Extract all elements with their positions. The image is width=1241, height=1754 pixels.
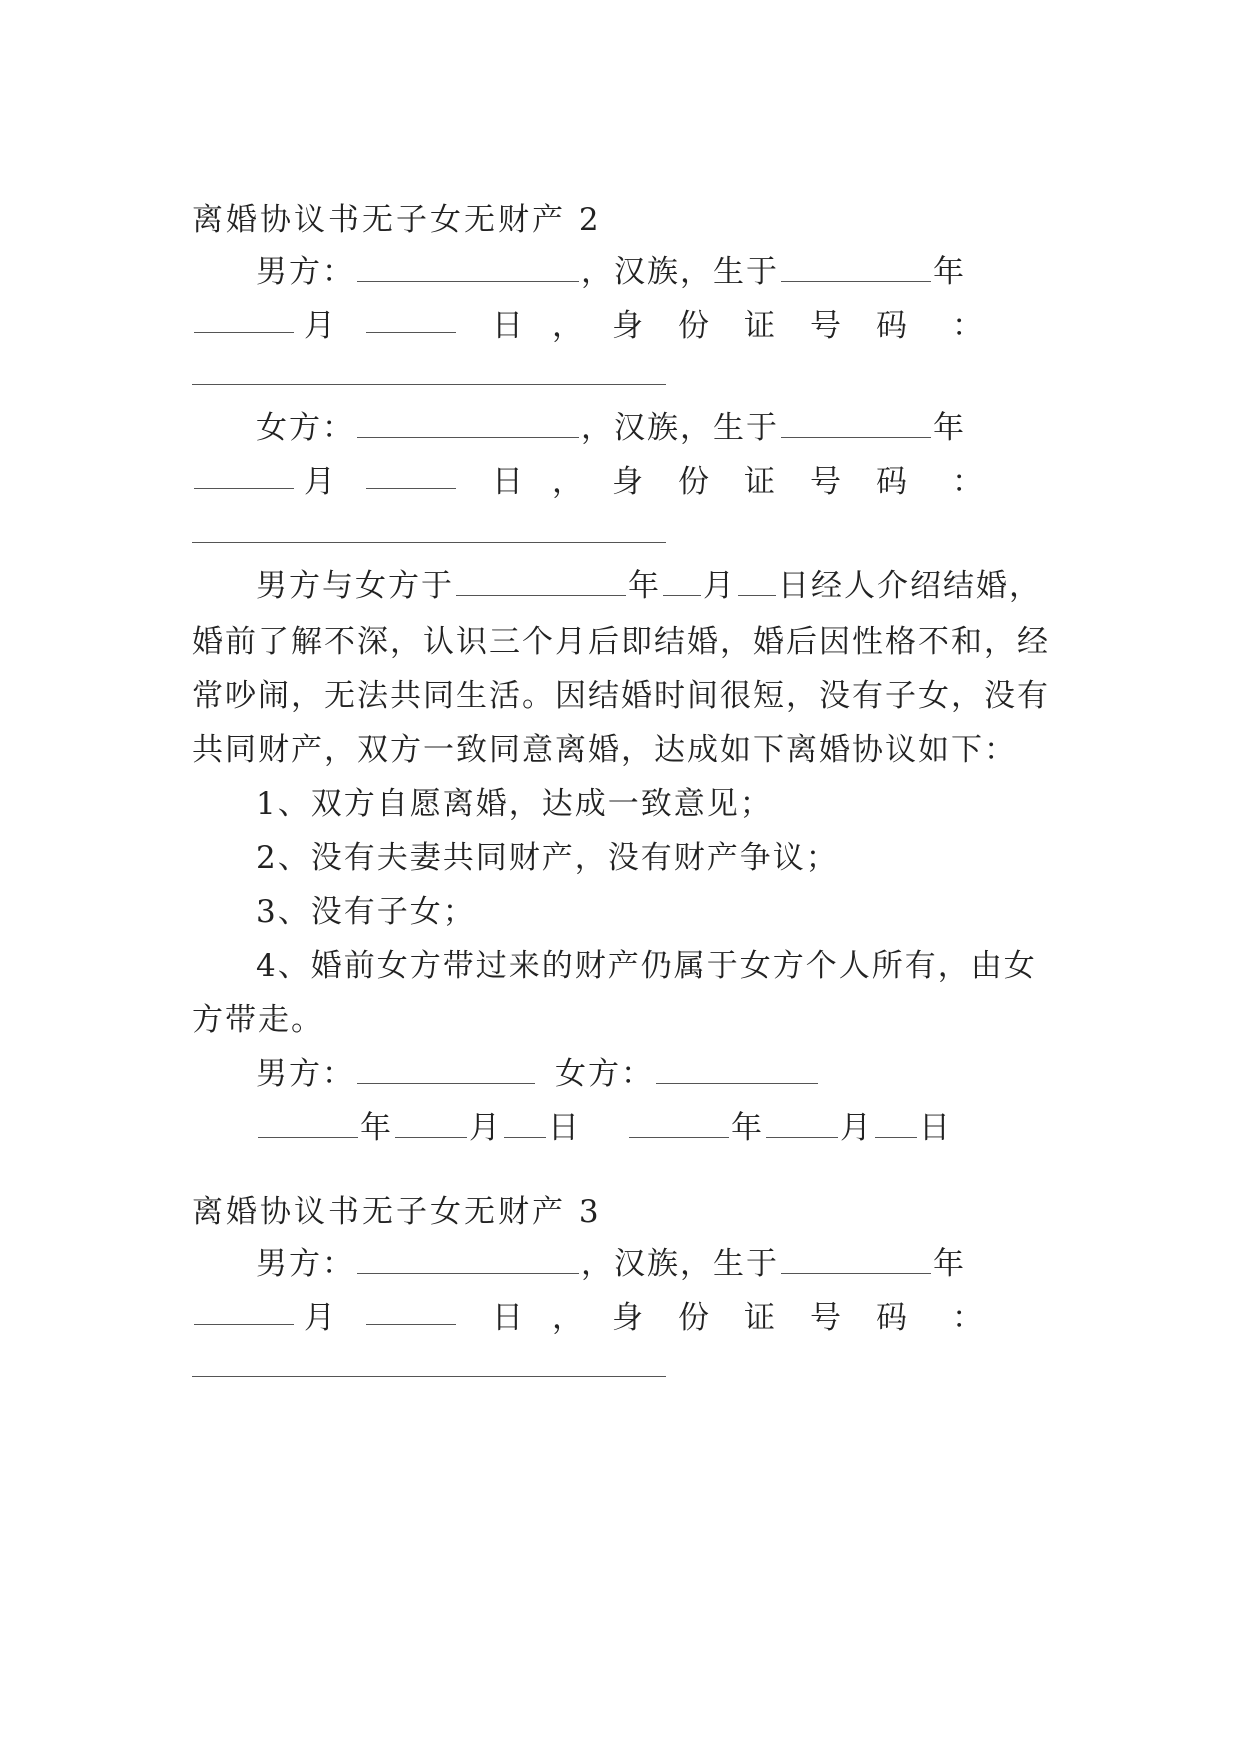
year-blank bbox=[258, 1111, 358, 1138]
month-blank bbox=[194, 1298, 294, 1325]
section-title: 离婚协议书无子女无财产 3 bbox=[192, 1194, 602, 1230]
id-colon: ： bbox=[952, 1300, 983, 1336]
id-colon: ： bbox=[952, 464, 983, 500]
year-blank bbox=[781, 411, 931, 438]
agreement-item-3: 3、没有子女； bbox=[256, 894, 476, 930]
id-char: 码 bbox=[876, 1300, 907, 1336]
year-blank bbox=[629, 1111, 729, 1138]
paragraph-line: 共同财产，双方一致同意离婚，达成如下离婚协议如下： bbox=[192, 732, 1017, 768]
birth-id-line bbox=[192, 462, 1052, 502]
month-blank bbox=[194, 306, 294, 333]
day-label: 日 bbox=[492, 464, 523, 500]
year-blank bbox=[781, 1247, 931, 1274]
comma: ， bbox=[552, 308, 583, 344]
month-label: 月 bbox=[304, 464, 335, 500]
paragraph-line: 婚前了解不深，认识三个月后即结婚，婚后因性格不和，经 bbox=[192, 624, 1050, 660]
agreement-intro bbox=[256, 566, 1052, 606]
month-blank bbox=[395, 1111, 467, 1138]
id-colon: ： bbox=[952, 308, 983, 344]
day-label: 日 bbox=[548, 1110, 581, 1146]
month-label: 月 bbox=[304, 308, 335, 344]
year-label: 年 bbox=[360, 1110, 393, 1146]
female-signature-label: 女方： bbox=[555, 1056, 654, 1092]
paragraph-line: 常吵闹，无法共同生活。因结婚时间很短，没有子女，没有 bbox=[192, 678, 1050, 714]
year-blank bbox=[456, 569, 626, 596]
name-blank bbox=[357, 255, 579, 282]
day-blank bbox=[738, 569, 776, 596]
comma: ， bbox=[552, 1300, 583, 1336]
agreement-item-2: 2、没有夫妻共同财产，没有财产争议； bbox=[256, 840, 839, 876]
male-signature-blank bbox=[357, 1057, 535, 1084]
intro-text-rest: 日经人介绍结婚， bbox=[778, 568, 1042, 604]
id-char: 证 bbox=[744, 308, 775, 344]
id-number-blank bbox=[192, 1376, 666, 1377]
agreement-item-1: 1、双方自愿离婚，达成一致意见； bbox=[256, 786, 773, 822]
day-label: 日 bbox=[492, 1300, 523, 1336]
id-char: 证 bbox=[744, 1300, 775, 1336]
signature-date-line bbox=[256, 1108, 1052, 1148]
year-label: 年 bbox=[933, 410, 966, 446]
female-info-line bbox=[256, 408, 1052, 448]
section-title: 离婚协议书无子女无财产 2 bbox=[192, 202, 602, 238]
name-blank bbox=[357, 411, 579, 438]
signature-line bbox=[256, 1054, 1052, 1094]
male-signature-label: 男方： bbox=[256, 1056, 355, 1092]
day-label: 日 bbox=[492, 308, 523, 344]
agreement-item-4: 4、婚前女方带过来的财产仍属于女方个人所有，由女 bbox=[256, 948, 1037, 984]
ethnic-text: ，汉族，生于 bbox=[581, 254, 779, 290]
intro-text: 男方与女方于 bbox=[256, 568, 454, 604]
id-char: 身 bbox=[612, 1300, 643, 1336]
male-info-line bbox=[256, 1244, 1052, 1284]
id-number-blank bbox=[192, 542, 666, 543]
male-label: 男方： bbox=[256, 1246, 355, 1282]
id-char: 份 bbox=[678, 308, 709, 344]
ethnic-text: ，汉族，生于 bbox=[581, 410, 779, 446]
day-blank bbox=[875, 1111, 917, 1138]
year-label: 年 bbox=[933, 254, 966, 290]
month-label: 月 bbox=[469, 1110, 502, 1146]
id-char: 号 bbox=[810, 464, 841, 500]
day-blank bbox=[366, 1298, 456, 1325]
month-blank bbox=[766, 1111, 838, 1138]
month-label: 月 bbox=[703, 568, 736, 604]
female-label: 女方： bbox=[256, 410, 355, 446]
id-char: 号 bbox=[810, 1300, 841, 1336]
day-blank bbox=[504, 1111, 546, 1138]
day-blank bbox=[366, 306, 456, 333]
id-char: 码 bbox=[876, 464, 907, 500]
birth-id-line bbox=[192, 1298, 1052, 1338]
id-char: 号 bbox=[810, 308, 841, 344]
name-blank bbox=[357, 1247, 579, 1274]
comma: ， bbox=[552, 464, 583, 500]
male-label: 男方： bbox=[256, 254, 355, 290]
day-blank bbox=[366, 462, 456, 489]
year-label: 年 bbox=[933, 1246, 966, 1282]
female-signature-blank bbox=[656, 1057, 818, 1084]
male-info-line bbox=[256, 252, 1052, 292]
id-char: 身 bbox=[612, 308, 643, 344]
year-label: 年 bbox=[731, 1110, 764, 1146]
ethnic-text: ，汉族，生于 bbox=[581, 1246, 779, 1282]
id-char: 份 bbox=[678, 1300, 709, 1336]
year-blank bbox=[781, 255, 931, 282]
month-blank bbox=[663, 569, 701, 596]
id-char: 证 bbox=[744, 464, 775, 500]
agreement-item-4-cont: 方带走。 bbox=[192, 1002, 324, 1038]
month-blank bbox=[194, 462, 294, 489]
month-label: 月 bbox=[304, 1300, 335, 1336]
id-char: 码 bbox=[876, 308, 907, 344]
month-label: 月 bbox=[840, 1110, 873, 1146]
birth-id-line bbox=[192, 306, 1052, 346]
id-number-blank bbox=[192, 384, 666, 385]
year-label: 年 bbox=[628, 568, 661, 604]
day-label: 日 bbox=[919, 1110, 952, 1146]
id-char: 身 bbox=[612, 464, 643, 500]
id-char: 份 bbox=[678, 464, 709, 500]
